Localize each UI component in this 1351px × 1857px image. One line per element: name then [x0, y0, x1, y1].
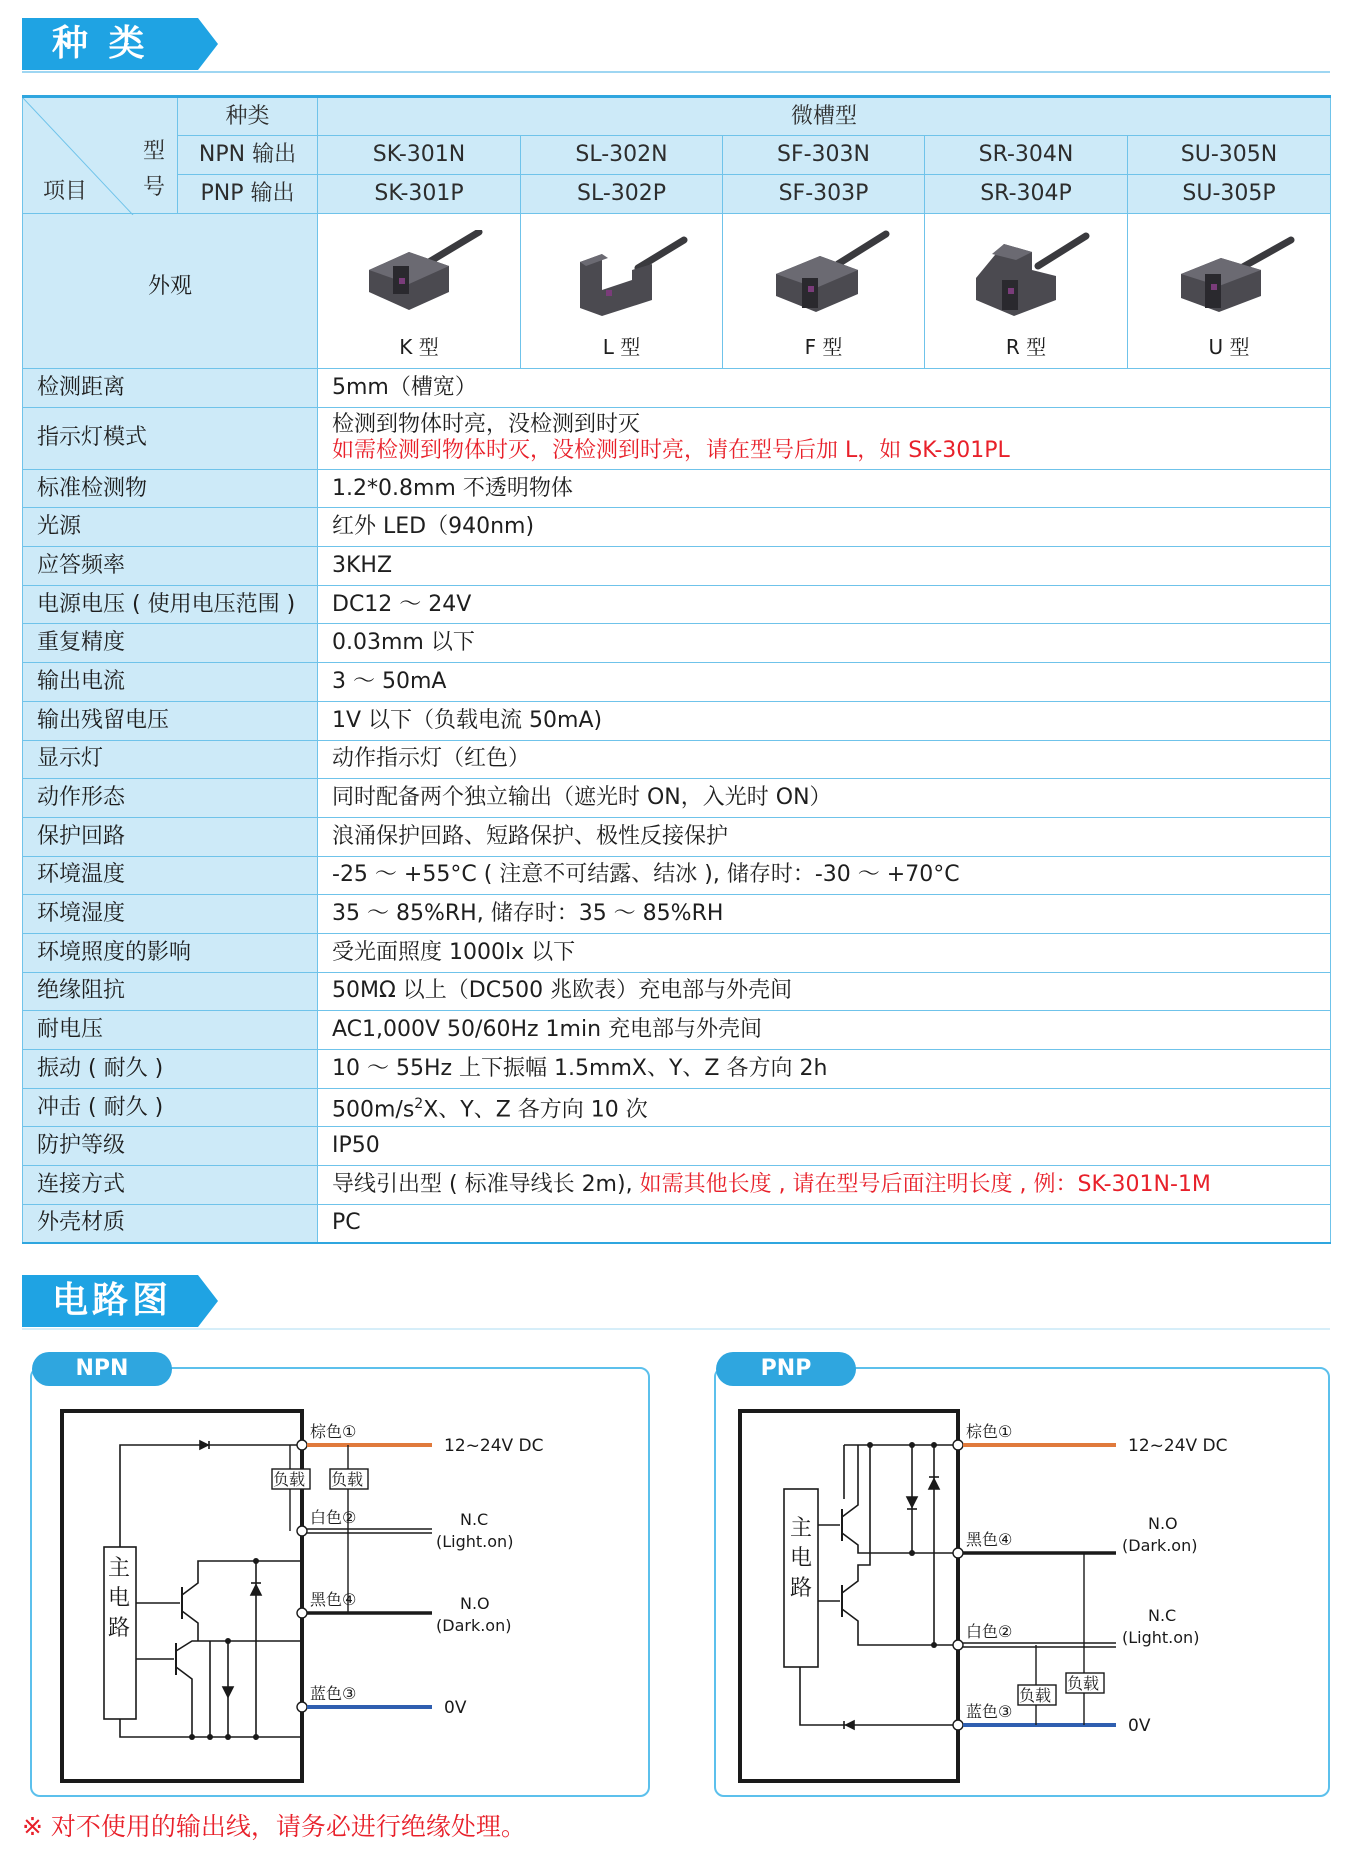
- spec-label: 电源电压 ( 使用电压范围 ): [23, 585, 318, 624]
- pnp-nc: N.C: [1148, 1606, 1177, 1625]
- npn-nc-sub: (Light.on): [436, 1532, 514, 1551]
- sensor-f-image: [754, 230, 894, 330]
- npn-zero: 0V: [444, 1698, 467, 1718]
- spec-label: 振动 ( 耐久 ): [23, 1050, 318, 1089]
- pnp-model: SR-304P: [925, 175, 1128, 214]
- npn-circuit-diagram: [32, 1369, 648, 1795]
- type-label: K 型: [399, 335, 439, 359]
- spec-table: [22, 95, 1331, 1244]
- spec-value: DC12 ～ 24V: [318, 585, 1331, 624]
- npn-circuit-panel: [30, 1356, 650, 1797]
- section-title-types-text: 种 类: [52, 23, 149, 64]
- spec-value: 同时配备两个独立输出（遮光时 ON，入光时 ON）: [318, 779, 1331, 818]
- title-underline: [22, 71, 1330, 73]
- pnp-label: PNP 输出: [178, 175, 318, 214]
- type-label: L 型: [602, 335, 641, 359]
- spec-value: 35 ～ 85%RH, 储存时：35 ～ 85%RH: [318, 895, 1331, 934]
- spec-label: 动作形态: [23, 779, 318, 818]
- spec-label: 输出电流: [23, 663, 318, 702]
- spec-value: 0.03mm 以下: [318, 624, 1331, 663]
- spec-label: 环境照度的影响: [23, 933, 318, 972]
- spec-note: 如需检测到物体时灭，没检测到时亮，请在型号后加 L，如 SK-301PL: [332, 438, 1010, 464]
- spec-note: 如需其他长度 , 请在型号后面注明长度 , 例：SK-301N-1M: [632, 1171, 1211, 1197]
- spec-value: AC1,000V 50/60Hz 1min 充电部与外壳间: [318, 1011, 1331, 1050]
- corner-cell: [23, 97, 178, 214]
- pnp-load-2: 负载: [1067, 1674, 1100, 1693]
- pnp-model: SU-305P: [1128, 175, 1331, 214]
- section-title-circuit: [22, 1275, 218, 1327]
- type-label: R 型: [1005, 335, 1047, 359]
- spec-value: 50MΩ 以上（DC500 兆欧表）充电部与外壳间: [318, 972, 1331, 1011]
- npn-wire-white: 白色②: [310, 1508, 357, 1527]
- spec-label: 显示灯: [23, 740, 318, 779]
- spec-label: 冲击 ( 耐久 ): [23, 1088, 318, 1127]
- npn-nc: N.C: [460, 1510, 489, 1529]
- spec-value: 浪涌保护回路、短路保护、极性反接保护: [318, 817, 1331, 856]
- spec-value: 500m/s: [332, 1097, 415, 1123]
- pnp-circuit-panel: [714, 1356, 1330, 1797]
- spec-label: 防护等级: [23, 1127, 318, 1166]
- pnp-circuit-diagram: [716, 1369, 1328, 1795]
- spec-value: PC: [318, 1204, 1331, 1243]
- npn-supply: 12~24V DC: [444, 1436, 544, 1456]
- sensor-r-image: [956, 230, 1096, 330]
- appearance-cell-l: [521, 214, 723, 369]
- spec-label: 检测距离: [23, 369, 318, 408]
- spec-label: 重复精度: [23, 624, 318, 663]
- pnp-wire-blue: 蓝色③: [966, 1702, 1013, 1721]
- npn-model: SR-304N: [925, 136, 1128, 175]
- spec-label: 标准检测物: [23, 469, 318, 508]
- footnote: ※ 对不使用的输出线，请务必进行绝缘处理。: [22, 1812, 526, 1841]
- npn-model: SU-305N: [1128, 136, 1331, 175]
- pnp-main-3: 路: [790, 1576, 813, 1601]
- title-underline: [22, 1328, 1330, 1330]
- pnp-wire-black: 黑色④: [966, 1530, 1013, 1549]
- section-title-types: [22, 18, 218, 70]
- spec-value: 受光面照度 1000lx 以下: [318, 933, 1331, 972]
- model-label-2: 号: [143, 175, 166, 200]
- spec-value: 动作指示灯（红色）: [318, 740, 1331, 779]
- spec-label: 环境湿度: [23, 895, 318, 934]
- pnp-model: SL-302P: [521, 175, 723, 214]
- spec-label: 输出残留电压: [23, 701, 318, 740]
- type-label: U 型: [1208, 335, 1250, 359]
- pnp-no: N.O: [1148, 1514, 1178, 1533]
- spec-label: 外壳材质: [23, 1204, 318, 1243]
- spec-value-connection: [318, 1166, 1331, 1205]
- spec-value: 1V 以下（负载电流 50mA): [318, 701, 1331, 740]
- npn-main-2: 电: [108, 1586, 131, 1611]
- corner-diagonal: [23, 98, 178, 215]
- appearance-cell-r: [925, 214, 1128, 369]
- spec-value: 3 ～ 50mA: [318, 663, 1331, 702]
- pnp-model: SK-301P: [318, 175, 521, 214]
- spec-value: -25 ～ +55°C ( 注意不可结露、结冰 ), 储存时：-30 ～ +70°C: [318, 856, 1331, 895]
- spec-value: 3KHZ: [318, 547, 1331, 586]
- pnp-no-sub: (Dark.on): [1122, 1536, 1198, 1555]
- npn-no-sub: (Dark.on): [436, 1616, 512, 1635]
- spec-label: 应答频率: [23, 547, 318, 586]
- npn-load-2: 负载: [331, 1470, 364, 1489]
- spec-label: 指示灯模式: [23, 407, 318, 469]
- spec-value: 导线引出型 ( 标准导线长 2m),: [332, 1171, 633, 1197]
- spec-value: 5mm（槽宽）: [318, 369, 1331, 408]
- appearance-label: 外观: [23, 214, 318, 369]
- spec-value: IP50: [318, 1127, 1331, 1166]
- pnp-zero: 0V: [1128, 1716, 1151, 1736]
- npn-wire-brown: 棕色①: [310, 1422, 357, 1441]
- npn-tab-label: NPN: [75, 1356, 129, 1381]
- item-label: 项目: [43, 179, 88, 204]
- npn-no: N.O: [460, 1594, 490, 1613]
- npn-wire-blue: 蓝色③: [310, 1684, 357, 1703]
- pnp-nc-sub: (Light.on): [1122, 1628, 1200, 1647]
- npn-model: SK-301N: [318, 136, 521, 175]
- spec-value-indicator: [318, 407, 1331, 469]
- appearance-cell-f: [723, 214, 925, 369]
- pnp-main-2: 电: [790, 1546, 813, 1571]
- pnp-wire-brown: 棕色①: [966, 1422, 1013, 1441]
- spec-value-sup: 2: [414, 1096, 424, 1113]
- category-label: 微槽型: [318, 97, 1331, 136]
- pnp-load-1: 负载: [1019, 1686, 1052, 1705]
- spec-label: 连接方式: [23, 1166, 318, 1205]
- spec-label: 保护回路: [23, 817, 318, 856]
- spec-value: 1.2*0.8mm 不透明物体: [318, 469, 1331, 508]
- spec-label: 耐电压: [23, 1011, 318, 1050]
- npn-wire-black: 黑色④: [310, 1590, 357, 1609]
- spec-value: 检测到物体时亮，没检测到时灭: [332, 412, 641, 438]
- kind-label: 种类: [178, 97, 318, 136]
- spec-value: 10 ～ 55Hz 上下振幅 1.5mmX、Y、Z 各方向 2h: [318, 1050, 1331, 1089]
- npn-model: SF-303N: [723, 136, 925, 175]
- npn-label: NPN 输出: [178, 136, 318, 175]
- sensor-k-image: [349, 230, 489, 330]
- appearance-cell-k: [318, 214, 521, 369]
- model-label-1: 型: [143, 139, 166, 164]
- sensor-u-image: [1159, 230, 1299, 330]
- npn-load-1: 负载: [273, 1470, 306, 1489]
- npn-model: SL-302N: [521, 136, 723, 175]
- appearance-cell-u: [1128, 214, 1331, 369]
- spec-label: 绝缘阻抗: [23, 972, 318, 1011]
- spec-label: 环境温度: [23, 856, 318, 895]
- section-title-circuit-text: 电路图: [52, 1280, 173, 1321]
- pnp-wire-white: 白色②: [966, 1622, 1013, 1641]
- pnp-model: SF-303P: [723, 175, 925, 214]
- spec-value: 红外 LED（940nm): [318, 508, 1331, 547]
- pnp-main-1: 主: [790, 1516, 813, 1541]
- pnp-tab-label: PNP: [760, 1356, 812, 1381]
- pnp-supply: 12~24V DC: [1128, 1436, 1228, 1456]
- spec-value: X、Y、Z 各方向 10 次: [423, 1097, 648, 1123]
- type-label: F 型: [804, 335, 843, 359]
- npn-main-3: 路: [108, 1616, 131, 1641]
- sensor-l-image: [552, 230, 692, 330]
- spec-value-shock: [318, 1088, 1331, 1127]
- npn-main-1: 主: [108, 1556, 131, 1581]
- spec-label: 光源: [23, 508, 318, 547]
